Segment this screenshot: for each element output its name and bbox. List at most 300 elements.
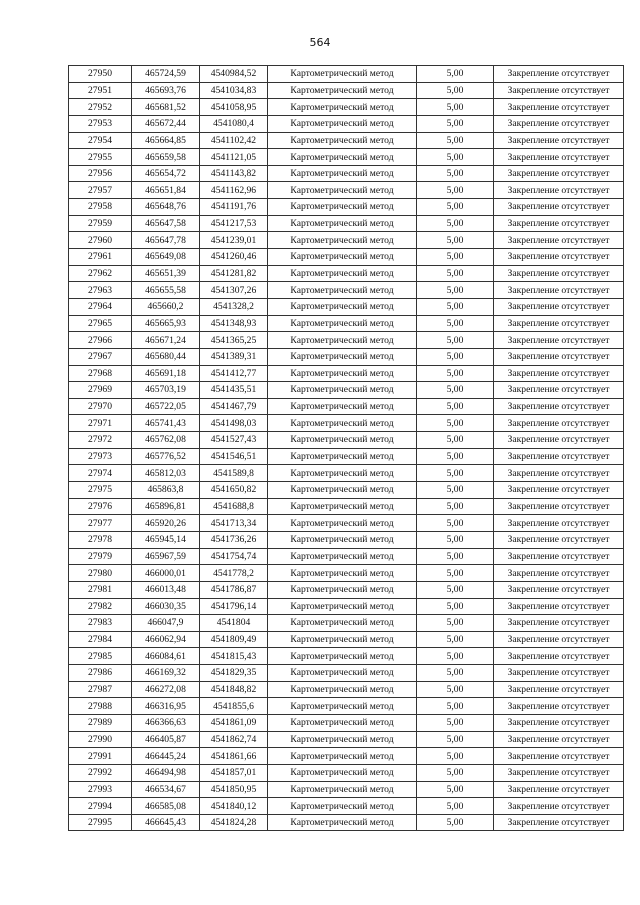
fixation-cell: Закрепление отсутствует: [494, 249, 624, 266]
fixation-cell: Закрепление отсутствует: [494, 531, 624, 548]
x-coordinate-cell: 466000,01: [132, 565, 200, 582]
fixation-cell: Закрепление отсутствует: [494, 598, 624, 615]
point-number-cell: 27969: [69, 382, 132, 399]
point-number-cell: 27981: [69, 581, 132, 598]
x-coordinate-cell: 465654,72: [132, 165, 200, 182]
method-cell: Картометрический метод: [268, 748, 417, 765]
x-coordinate-cell: 465659,58: [132, 149, 200, 166]
fixation-cell: Закрепление отсутствует: [494, 432, 624, 449]
point-number-cell: 27986: [69, 665, 132, 682]
method-cell: Картометрический метод: [268, 415, 417, 432]
y-coordinate-cell: 4541546,51: [200, 448, 268, 465]
point-number-cell: 27990: [69, 731, 132, 748]
point-number-cell: 27971: [69, 415, 132, 432]
table-row: [69, 714, 624, 731]
y-coordinate-cell: 4541736,26: [200, 531, 268, 548]
x-coordinate-cell: 466645,43: [132, 814, 200, 831]
table-row: [69, 565, 624, 582]
point-number-cell: 27982: [69, 598, 132, 615]
point-number-cell: 27970: [69, 398, 132, 415]
fixation-cell: Закрепление отсутствует: [494, 265, 624, 282]
point-number-cell: 27978: [69, 531, 132, 548]
y-coordinate-cell: 4541848,82: [200, 681, 268, 698]
fixation-cell: Закрепление отсутствует: [494, 66, 624, 83]
fixation-cell: Закрепление отсутствует: [494, 748, 624, 765]
x-coordinate-cell: 465681,52: [132, 99, 200, 116]
fixation-cell: Закрепление отсутствует: [494, 82, 624, 99]
y-coordinate-cell: 4541143,82: [200, 165, 268, 182]
table-row: [69, 531, 624, 548]
table-row: [69, 515, 624, 532]
x-coordinate-cell: 465664,85: [132, 132, 200, 149]
y-coordinate-cell: 4541307,26: [200, 282, 268, 299]
y-coordinate-cell: 4541713,34: [200, 515, 268, 532]
fixation-cell: Закрепление отсутствует: [494, 282, 624, 299]
y-coordinate-cell: 4541850,95: [200, 781, 268, 798]
method-cell: Картометрический метод: [268, 82, 417, 99]
table-row: [69, 232, 624, 249]
accuracy-cell: 5,00: [417, 681, 494, 698]
point-number-cell: 27973: [69, 448, 132, 465]
table-row: [69, 99, 624, 116]
fixation-cell: Закрепление отсутствует: [494, 631, 624, 648]
point-number-cell: 27954: [69, 132, 132, 149]
method-cell: Картометрический метод: [268, 398, 417, 415]
y-coordinate-cell: 4541829,35: [200, 665, 268, 682]
x-coordinate-cell: 466047,9: [132, 615, 200, 632]
x-coordinate-cell: 466405,87: [132, 731, 200, 748]
y-coordinate-cell: 4541650,82: [200, 482, 268, 499]
x-coordinate-cell: 465724,59: [132, 66, 200, 83]
table-row: [69, 66, 624, 83]
method-cell: Картометрический метод: [268, 465, 417, 482]
table-row: [69, 598, 624, 615]
accuracy-cell: 5,00: [417, 298, 494, 315]
table-row: [69, 265, 624, 282]
table-row: [69, 665, 624, 682]
fixation-cell: Закрепление отсутствует: [494, 182, 624, 199]
y-coordinate-cell: 4541281,82: [200, 265, 268, 282]
table-row: [69, 165, 624, 182]
fixation-cell: Закрепление отсутствует: [494, 814, 624, 831]
y-coordinate-cell: 4541498,03: [200, 415, 268, 432]
y-coordinate-cell: 4541855,6: [200, 698, 268, 715]
table-row: [69, 348, 624, 365]
method-cell: Картометрический метод: [268, 132, 417, 149]
method-cell: Картометрический метод: [268, 764, 417, 781]
table-row: [69, 115, 624, 132]
point-number-cell: 27951: [69, 82, 132, 99]
fixation-cell: Закрепление отсутствует: [494, 581, 624, 598]
x-coordinate-cell: 465920,26: [132, 515, 200, 532]
x-coordinate-cell: 465651,84: [132, 182, 200, 199]
method-cell: Картометрический метод: [268, 631, 417, 648]
method-cell: Картометрический метод: [268, 548, 417, 565]
table-row: [69, 731, 624, 748]
accuracy-cell: 5,00: [417, 398, 494, 415]
y-coordinate-cell: 4541527,43: [200, 432, 268, 449]
accuracy-cell: 5,00: [417, 665, 494, 682]
table-row: [69, 781, 624, 798]
fixation-cell: Закрепление отсутствует: [494, 332, 624, 349]
method-cell: Картометрический метод: [268, 115, 417, 132]
accuracy-cell: 5,00: [417, 648, 494, 665]
point-number-cell: 27959: [69, 215, 132, 232]
fixation-cell: Закрепление отсутствует: [494, 498, 624, 515]
point-number-cell: 27988: [69, 698, 132, 715]
table-row: [69, 482, 624, 499]
y-coordinate-cell: 4541121,05: [200, 149, 268, 166]
table-row: [69, 798, 624, 815]
y-coordinate-cell: 4541857,01: [200, 764, 268, 781]
y-coordinate-cell: 4541058,95: [200, 99, 268, 116]
method-cell: Картометрический метод: [268, 315, 417, 332]
x-coordinate-cell: 465648,76: [132, 199, 200, 216]
method-cell: Картометрический метод: [268, 99, 417, 116]
accuracy-cell: 5,00: [417, 565, 494, 582]
method-cell: Картометрический метод: [268, 282, 417, 299]
y-coordinate-cell: 4541804: [200, 615, 268, 632]
method-cell: Картометрический метод: [268, 265, 417, 282]
fixation-cell: Закрепление отсутствует: [494, 482, 624, 499]
table-row: [69, 199, 624, 216]
point-number-cell: 27957: [69, 182, 132, 199]
x-coordinate-cell: 465812,03: [132, 465, 200, 482]
fixation-cell: Закрепление отсутствует: [494, 415, 624, 432]
table-row: [69, 748, 624, 765]
method-cell: Картометрический метод: [268, 382, 417, 399]
y-coordinate-cell: 4541796,14: [200, 598, 268, 615]
point-number-cell: 27985: [69, 648, 132, 665]
method-cell: Картометрический метод: [268, 598, 417, 615]
page-number: 564: [309, 36, 331, 49]
method-cell: Картометрический метод: [268, 531, 417, 548]
point-number-cell: 27987: [69, 681, 132, 698]
method-cell: Картометрический метод: [268, 814, 417, 831]
fixation-cell: Закрепление отсутствует: [494, 648, 624, 665]
fixation-cell: Закрепление отсутствует: [494, 665, 624, 682]
method-cell: Картометрический метод: [268, 332, 417, 349]
accuracy-cell: 5,00: [417, 748, 494, 765]
table-row: [69, 282, 624, 299]
x-coordinate-cell: 465680,44: [132, 348, 200, 365]
point-number-cell: 27992: [69, 764, 132, 781]
method-cell: Картометрический метод: [268, 66, 417, 83]
table-row: [69, 149, 624, 166]
accuracy-cell: 5,00: [417, 165, 494, 182]
accuracy-cell: 5,00: [417, 132, 494, 149]
y-coordinate-cell: 4541467,79: [200, 398, 268, 415]
table-row: [69, 382, 624, 399]
accuracy-cell: 5,00: [417, 432, 494, 449]
method-cell: Картометрический метод: [268, 149, 417, 166]
accuracy-cell: 5,00: [417, 282, 494, 299]
y-coordinate-cell: 4541861,09: [200, 714, 268, 731]
table-row: [69, 814, 624, 831]
fixation-cell: Закрепление отсутствует: [494, 365, 624, 382]
accuracy-cell: 5,00: [417, 698, 494, 715]
y-coordinate-cell: 4541348,93: [200, 315, 268, 332]
table-body: [69, 66, 624, 831]
accuracy-cell: 5,00: [417, 764, 494, 781]
point-number-cell: 27979: [69, 548, 132, 565]
method-cell: Картометрический метод: [268, 249, 417, 266]
fixation-cell: Закрепление отсутствует: [494, 199, 624, 216]
table-row: [69, 615, 624, 632]
method-cell: Картометрический метод: [268, 432, 417, 449]
point-number-cell: 27958: [69, 199, 132, 216]
point-number-cell: 27975: [69, 482, 132, 499]
accuracy-cell: 5,00: [417, 232, 494, 249]
table-row: [69, 132, 624, 149]
accuracy-cell: 5,00: [417, 465, 494, 482]
accuracy-cell: 5,00: [417, 382, 494, 399]
table-row: [69, 432, 624, 449]
accuracy-cell: 5,00: [417, 82, 494, 99]
fixation-cell: Закрепление отсутствует: [494, 165, 624, 182]
method-cell: Картометрический метод: [268, 731, 417, 748]
y-coordinate-cell: 4541080,4: [200, 115, 268, 132]
method-cell: Картометрический метод: [268, 515, 417, 532]
x-coordinate-cell: 465693,76: [132, 82, 200, 99]
point-number-cell: 27991: [69, 748, 132, 765]
x-coordinate-cell: 465647,78: [132, 232, 200, 249]
x-coordinate-cell: 465722,05: [132, 398, 200, 415]
table-row: [69, 332, 624, 349]
accuracy-cell: 5,00: [417, 332, 494, 349]
y-coordinate-cell: 4541328,2: [200, 298, 268, 315]
x-coordinate-cell: 465665,93: [132, 315, 200, 332]
y-coordinate-cell: 4541239,01: [200, 232, 268, 249]
accuracy-cell: 5,00: [417, 415, 494, 432]
coordinates-table: [68, 65, 624, 831]
y-coordinate-cell: 4541824,28: [200, 814, 268, 831]
table-row: [69, 182, 624, 199]
fixation-cell: Закрепление отсутствует: [494, 565, 624, 582]
accuracy-cell: 5,00: [417, 448, 494, 465]
fixation-cell: Закрепление отсутствует: [494, 515, 624, 532]
fixation-cell: Закрепление отсутствует: [494, 798, 624, 815]
table-row: [69, 298, 624, 315]
method-cell: Картометрический метод: [268, 165, 417, 182]
y-coordinate-cell: 4541217,53: [200, 215, 268, 232]
y-coordinate-cell: 4541260,46: [200, 249, 268, 266]
x-coordinate-cell: 466084,61: [132, 648, 200, 665]
table-row: [69, 581, 624, 598]
x-coordinate-cell: 465651,39: [132, 265, 200, 282]
point-number-cell: 27968: [69, 365, 132, 382]
method-cell: Картометрический метод: [268, 448, 417, 465]
accuracy-cell: 5,00: [417, 781, 494, 798]
point-number-cell: 27963: [69, 282, 132, 299]
y-coordinate-cell: 4541862,74: [200, 731, 268, 748]
point-number-cell: 27961: [69, 249, 132, 266]
method-cell: Картометрический метод: [268, 615, 417, 632]
y-coordinate-cell: 4541840,12: [200, 798, 268, 815]
accuracy-cell: 5,00: [417, 631, 494, 648]
accuracy-cell: 5,00: [417, 215, 494, 232]
fixation-cell: Закрепление отсутствует: [494, 132, 624, 149]
accuracy-cell: 5,00: [417, 115, 494, 132]
y-coordinate-cell: 4541412,77: [200, 365, 268, 382]
y-coordinate-cell: 4541191,76: [200, 199, 268, 216]
y-coordinate-cell: 4541365,25: [200, 332, 268, 349]
accuracy-cell: 5,00: [417, 515, 494, 532]
accuracy-cell: 5,00: [417, 598, 494, 615]
fixation-cell: Закрепление отсутствует: [494, 232, 624, 249]
x-coordinate-cell: 466585,08: [132, 798, 200, 815]
method-cell: Картометрический метод: [268, 698, 417, 715]
point-number-cell: 27965: [69, 315, 132, 332]
point-number-cell: 27953: [69, 115, 132, 132]
accuracy-cell: 5,00: [417, 814, 494, 831]
method-cell: Картометрический метод: [268, 781, 417, 798]
fixation-cell: Закрепление отсутствует: [494, 781, 624, 798]
accuracy-cell: 5,00: [417, 531, 494, 548]
method-cell: Картометрический метод: [268, 348, 417, 365]
accuracy-cell: 5,00: [417, 66, 494, 83]
point-number-cell: 27966: [69, 332, 132, 349]
table-row: [69, 215, 624, 232]
accuracy-cell: 5,00: [417, 149, 494, 166]
x-coordinate-cell: 466445,24: [132, 748, 200, 765]
fixation-cell: Закрепление отсутствует: [494, 681, 624, 698]
y-coordinate-cell: 4541815,43: [200, 648, 268, 665]
point-number-cell: 27952: [69, 99, 132, 116]
method-cell: Картометрический метод: [268, 714, 417, 731]
x-coordinate-cell: 465672,44: [132, 115, 200, 132]
table-row: [69, 448, 624, 465]
accuracy-cell: 5,00: [417, 615, 494, 632]
y-coordinate-cell: 4541786,87: [200, 581, 268, 598]
method-cell: Картометрический метод: [268, 665, 417, 682]
x-coordinate-cell: 465863,8: [132, 482, 200, 499]
accuracy-cell: 5,00: [417, 199, 494, 216]
point-number-cell: 27967: [69, 348, 132, 365]
fixation-cell: Закрепление отсутствует: [494, 764, 624, 781]
accuracy-cell: 5,00: [417, 714, 494, 731]
fixation-cell: Закрепление отсутствует: [494, 298, 624, 315]
table-row: [69, 648, 624, 665]
fixation-cell: Закрепление отсутствует: [494, 698, 624, 715]
y-coordinate-cell: 4541688,8: [200, 498, 268, 515]
x-coordinate-cell: 465655,58: [132, 282, 200, 299]
x-coordinate-cell: 465967,59: [132, 548, 200, 565]
fixation-cell: Закрепление отсутствует: [494, 465, 624, 482]
table-row: [69, 698, 624, 715]
x-coordinate-cell: 466062,94: [132, 631, 200, 648]
x-coordinate-cell: 465896,81: [132, 498, 200, 515]
accuracy-cell: 5,00: [417, 498, 494, 515]
y-coordinate-cell: 4541389,31: [200, 348, 268, 365]
method-cell: Картометрический метод: [268, 298, 417, 315]
x-coordinate-cell: 465649,08: [132, 249, 200, 266]
fixation-cell: Закрепление отсутствует: [494, 115, 624, 132]
table-row: [69, 631, 624, 648]
point-number-cell: 27983: [69, 615, 132, 632]
x-coordinate-cell: 466534,67: [132, 781, 200, 798]
y-coordinate-cell: 4540984,52: [200, 66, 268, 83]
x-coordinate-cell: 465647,58: [132, 215, 200, 232]
method-cell: Картометрический метод: [268, 199, 417, 216]
fixation-cell: Закрепление отсутствует: [494, 548, 624, 565]
point-number-cell: 27964: [69, 298, 132, 315]
table-row: [69, 498, 624, 515]
y-coordinate-cell: 4541162,96: [200, 182, 268, 199]
point-number-cell: 27950: [69, 66, 132, 83]
fixation-cell: Закрепление отсутствует: [494, 398, 624, 415]
fixation-cell: Закрепление отсутствует: [494, 315, 624, 332]
method-cell: Картометрический метод: [268, 581, 417, 598]
point-number-cell: 27980: [69, 565, 132, 582]
method-cell: Картометрический метод: [268, 681, 417, 698]
accuracy-cell: 5,00: [417, 482, 494, 499]
y-coordinate-cell: 4541861,66: [200, 748, 268, 765]
method-cell: Картометрический метод: [268, 648, 417, 665]
table-row: [69, 249, 624, 266]
table-row: [69, 548, 624, 565]
y-coordinate-cell: 4541102,42: [200, 132, 268, 149]
y-coordinate-cell: 4541034,83: [200, 82, 268, 99]
method-cell: Картометрический метод: [268, 232, 417, 249]
x-coordinate-cell: 466272,08: [132, 681, 200, 698]
fixation-cell: Закрепление отсутствует: [494, 215, 624, 232]
table-row: [69, 82, 624, 99]
accuracy-cell: 5,00: [417, 249, 494, 266]
y-coordinate-cell: 4541754,74: [200, 548, 268, 565]
method-cell: Картометрический метод: [268, 798, 417, 815]
accuracy-cell: 5,00: [417, 99, 494, 116]
x-coordinate-cell: 465671,24: [132, 332, 200, 349]
x-coordinate-cell: 466030,35: [132, 598, 200, 615]
table-row: [69, 398, 624, 415]
accuracy-cell: 5,00: [417, 548, 494, 565]
y-coordinate-cell: 4541435,51: [200, 382, 268, 399]
x-coordinate-cell: 465660,2: [132, 298, 200, 315]
point-number-cell: 27994: [69, 798, 132, 815]
accuracy-cell: 5,00: [417, 731, 494, 748]
point-number-cell: 27984: [69, 631, 132, 648]
point-number-cell: 27976: [69, 498, 132, 515]
accuracy-cell: 5,00: [417, 315, 494, 332]
point-number-cell: 27956: [69, 165, 132, 182]
table-row: [69, 764, 624, 781]
y-coordinate-cell: 4541809,49: [200, 631, 268, 648]
x-coordinate-cell: 465762,08: [132, 432, 200, 449]
fixation-cell: Закрепление отсутствует: [494, 714, 624, 731]
x-coordinate-cell: 466494,98: [132, 764, 200, 781]
method-cell: Картометрический метод: [268, 215, 417, 232]
method-cell: Картометрический метод: [268, 565, 417, 582]
x-coordinate-cell: 465741,43: [132, 415, 200, 432]
table-row: [69, 315, 624, 332]
fixation-cell: Закрепление отсутствует: [494, 149, 624, 166]
point-number-cell: 27989: [69, 714, 132, 731]
accuracy-cell: 5,00: [417, 581, 494, 598]
point-number-cell: 27977: [69, 515, 132, 532]
point-number-cell: 27993: [69, 781, 132, 798]
method-cell: Картометрический метод: [268, 498, 417, 515]
x-coordinate-cell: 465691,18: [132, 365, 200, 382]
x-coordinate-cell: 465776,52: [132, 448, 200, 465]
fixation-cell: Закрепление отсутствует: [494, 448, 624, 465]
x-coordinate-cell: 466013,48: [132, 581, 200, 598]
method-cell: Картометрический метод: [268, 365, 417, 382]
point-number-cell: 27955: [69, 149, 132, 166]
x-coordinate-cell: 466366,63: [132, 714, 200, 731]
y-coordinate-cell: 4541778,2: [200, 565, 268, 582]
accuracy-cell: 5,00: [417, 348, 494, 365]
